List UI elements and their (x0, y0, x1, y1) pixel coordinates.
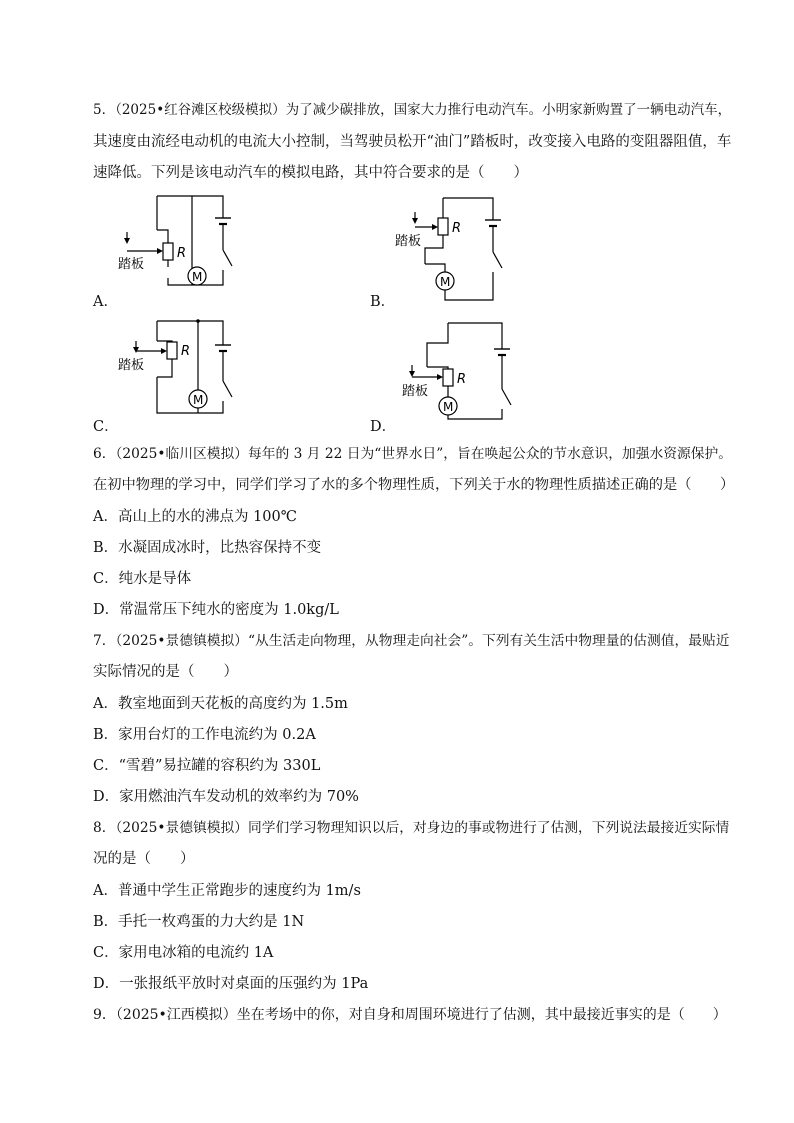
q7-option-d[interactable]: D．家用燃油汽车发动机的效率约为 70% (93, 789, 359, 805)
circuit-c-diagram (110, 315, 240, 434)
q6-option-c[interactable]: C．纯水是导体 (93, 571, 192, 587)
circuit-d-r-label: R (457, 372, 467, 387)
q7-option-c[interactable]: C．“雪碧”易拉罐的容积约为 330L (93, 758, 321, 774)
q8-option-b[interactable]: B．手托一枚鸡蛋的力大约是 1N (93, 914, 305, 930)
q5-option-a-label: A． (93, 294, 118, 310)
q6-option-a[interactable]: A．高山上的水的沸点为 100℃ (93, 509, 297, 525)
q8-option-a[interactable]: A．普通中学生正常跑步的速度约为 1m/s (93, 883, 361, 899)
circuit-b-pedal-label: 踏板 (395, 234, 422, 249)
q8-option-c[interactable]: C．家用电冰箱的电流约 1A (93, 945, 274, 961)
circuit-c-pedal-label: 踏板 (118, 358, 145, 373)
q7-stem-line2: 实际情况的是（ ） (93, 664, 238, 680)
circuit-c-m-label: M (193, 393, 204, 407)
circuit-a-pedal-label: 踏板 (118, 257, 145, 272)
q5-option-d-label: D． (370, 419, 397, 435)
q5-option-b-label: B． (370, 294, 396, 310)
circuit-a-r-label: R (177, 246, 187, 261)
q6-option-b[interactable]: B．水凝固成冰时，比热容保持不变 (93, 540, 322, 556)
circuit-b-diagram (390, 190, 520, 309)
q6-stem-line1: 6．（2025•临川区模拟）每年的 3 月 22 日为“世界水日”，旨在唤起公众的节水意识，加强水资源保护。 (93, 446, 733, 462)
q5-stem-line1: 5．（2025•红谷滩区校级模拟）为了减少碳排放，国家大力推行电动汽车。小明家新购置了一辆电动汽车， (93, 102, 732, 118)
q5-stem-line2: 其速度由流经电动机的电流大小控制，当驾驶员松开“油门”踏板时，改变接入电路的变阻器阻值，车 (93, 134, 732, 150)
circuit-d-m-label: M (443, 400, 454, 414)
q8-stem-line1: 8．（2025•景德镇模拟）同学们学习物理知识以后，对身边的事或物进行了估测，下列说法最接近实际情 (93, 820, 730, 836)
circuit-a-diagram (110, 190, 240, 309)
q8-option-d[interactable]: D．一张报纸平放时对桌面的压强约为 1Pa (93, 976, 369, 992)
circuit-d-diagram (390, 315, 520, 434)
circuit-d-pedal-label: 踏板 (402, 384, 429, 399)
circuit-b-m-label: M (440, 275, 451, 289)
q7-option-b[interactable]: B．家用台灯的工作电流约为 0.2A (93, 727, 316, 743)
q9-stem-line1: 9．（2025•江西模拟）坐在考场中的你，对自身和周围环境进行了估测，其中最接近事实的是（ ） (93, 1007, 727, 1023)
q5-stem-line3: 速降低。下列是该电动汽车的模拟电路，其中符合要求的是（ ） (93, 165, 528, 181)
q7-option-a[interactable]: A．教室地面到天花板的高度约为 1.5m (93, 696, 348, 712)
circuit-b-r-label: R (452, 221, 462, 236)
q7-stem-line1: 7．（2025•景德镇模拟）“从生活走向物理，从物理走向社会”。下列有关生活中物理量的估测值，最贴近 (93, 633, 730, 649)
q6-option-d[interactable]: D．常温常压下纯水的密度为 1.0kg/L (93, 602, 339, 618)
circuit-a-m-label: M (192, 270, 203, 284)
circuit-c-r-label: R (181, 344, 191, 359)
q8-stem-line2: 况的是（ ） (93, 851, 195, 867)
q5-option-c-label: C． (93, 419, 119, 435)
q6-stem-line2: 在初中物理的学习中，同学们学习了水的多个物理性质，下列关于水的物理性质描述正确的是（ ） (93, 477, 735, 493)
